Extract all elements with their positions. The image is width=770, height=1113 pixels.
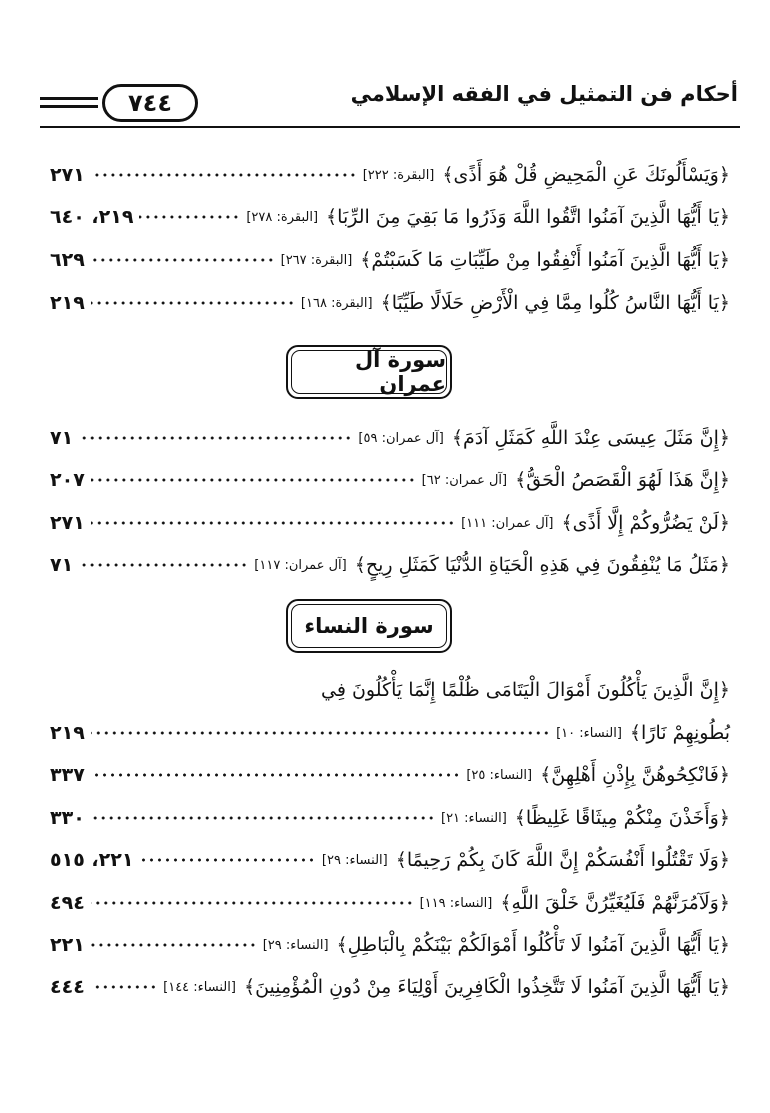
verse-text: ﴿وَيَسْأَلُونَكَ عَنِ الْمَحِيضِ قُلْ هُوَ أَذًى﴾ [442, 164, 730, 186]
verse-reference: [النساء: ٢٩] [321, 852, 388, 868]
leader-dots [91, 816, 435, 820]
verse-text: ﴿يَا أَيُّهَا الَّذِينَ آمَنُوا لَا تَتَّخِذُوا الْكَافِرِينَ أَوْلِيَاءَ مِنْ دُونِ الْمُؤْمِنِينَ﴾ [243, 976, 730, 998]
leader-dots [79, 563, 248, 567]
index-entry [50, 925, 730, 965]
page-refs: ٢١٩، ٦٤٠ [50, 206, 134, 228]
verse-reference: [النساء: ٢١] [440, 810, 507, 826]
verse-text: ﴿يَا أَيُّهَا النَّاسُ كُلُوا مِمَّا فِي الْأَرْضِ حَلَالًا طَيِّبًا﴾ [380, 292, 730, 314]
page-refs: ٧١ [50, 427, 74, 449]
verse-reference: [النساء: ١١٩] [419, 895, 493, 911]
verse-reference: [آل عمران: ٦٢] [421, 472, 508, 488]
page-number-block [40, 84, 260, 128]
page-refs: ٢٠٧ [50, 469, 85, 491]
page-refs: ٢٢١، ٥١٥ [50, 849, 134, 871]
verse-text: ﴿وَلَآمُرَنَّهُمْ فَلَيُغَيِّرُنَّ خَلْقَ اللَّهِ﴾ [500, 892, 730, 914]
verse-text: ﴿يَا أَيُّهَا الَّذِينَ آمَنُوا لَا تَأْكُلُوا أَمْوَالَكُمْ بَيْنَكُمْ بِالْبَاطِلِ﴾ [336, 934, 730, 956]
page-refs: ٢١٩ [50, 292, 85, 314]
verse-reference: [البقرة: ١٦٨] [300, 295, 373, 311]
page-refs: ٢٧١ [50, 164, 85, 186]
index-entry [50, 883, 730, 923]
verse-text: ﴿وَأَخَذْنَ مِنْكُمْ مِيثَاقًا غَلِيظًا﴾ [514, 807, 730, 829]
section-title: سورة النساء [291, 604, 447, 648]
page-number-rule-left [40, 97, 98, 100]
leader-dots [91, 478, 416, 482]
index-entry [50, 283, 730, 323]
section-heading-al-imran [286, 345, 452, 399]
index-entry [50, 240, 730, 280]
index-entry [50, 155, 730, 195]
leader-dots [91, 173, 357, 177]
verse-text-line-2: بُطُونِهِمْ نَارًا﴾ [629, 722, 730, 744]
verse-text-line-1: ﴿إِنَّ الَّذِينَ يَأْكُلُونَ أَمْوَالَ الْيَتَامَى ظُلْمًا إِنَّمَا يَأْكُلُونَ فِي [321, 679, 730, 701]
verse-reference: [البقرة: ٢٢٢] [362, 167, 435, 183]
verse-reference: [النساء: ٢٩] [262, 937, 329, 953]
page-refs: ٢٧١ [50, 512, 85, 534]
verse-reference: [البقرة: ٢٦٧] [280, 252, 353, 268]
section-heading-nisa [286, 599, 452, 653]
verse-text: ﴿لَنْ يَضُرُّوكُمْ إِلَّا أَذًى﴾ [561, 512, 730, 534]
leader-dots [91, 901, 414, 905]
page-refs: ٣٣٠ [50, 807, 85, 829]
page-number: ٧٤٤ [102, 84, 198, 122]
index-entry [50, 503, 730, 543]
verse-text: ﴿فَانْكِحُوهُنَّ بِإِذْنِ أَهْلِهِنَّ﴾ [540, 764, 730, 786]
verse-reference: [آل عمران: ٥٩] [358, 430, 444, 446]
leader-dots [91, 943, 257, 947]
verse-text: ﴿إِنَّ هَذَا لَهُوَ الْقَصَصُ الْحَقُّ﴾ [515, 469, 730, 491]
leader-dots [91, 301, 295, 305]
verse-reference: [آل عمران: ١١١] [461, 515, 554, 531]
index-entry [50, 798, 730, 838]
index-entry [50, 545, 730, 585]
index-entry [50, 460, 730, 500]
verse-text: ﴿يَا أَيُّهَا الَّذِينَ آمَنُوا أَنْفِقُوا مِنْ طَيِّبَاتِ مَا كَسَبْتُمْ﴾ [360, 249, 730, 271]
verse-text: ﴿إِنَّ مَثَلَ عِيسَى عِنْدَ اللَّهِ كَمَثَلِ آدَمَ﴾ [451, 427, 730, 449]
leader-dots [79, 436, 352, 440]
index-entry [50, 713, 730, 753]
leader-dots [91, 985, 157, 989]
index-entry [50, 840, 730, 880]
verse-text: ﴿مَثَلُ مَا يُنْفِقُونَ فِي هَذِهِ الْحَيَاةِ الدُّنْيَا كَمَثَلِ رِيحٍ﴾ [354, 554, 730, 576]
index-entry [50, 755, 730, 795]
index-entry [50, 967, 730, 1007]
verse-reference: [النساء: ١٤٤] [163, 979, 236, 995]
leader-dots [91, 731, 550, 735]
verse-reference: [البقرة: ٢٧٨] [246, 209, 319, 225]
page-refs: ٦٢٩ [50, 249, 85, 271]
section-title: سورة آل عمران [291, 350, 447, 394]
verse-text: ﴿يَا أَيُّهَا الَّذِينَ آمَنُوا اتَّقُوا اللَّهَ وَذَرُوا مَا بَقِيَ مِنَ الرِّبَا﴾ [326, 206, 730, 228]
verse-text: ﴿وَلَا تَقْتُلُوا أَنْفُسَكُمْ إِنَّ اللَّهَ كَانَ بِكُمْ رَحِيمًا﴾ [395, 849, 730, 871]
leader-dots [91, 773, 461, 777]
verse-reference: [آل عمران: ١١٧] [254, 557, 347, 573]
leader-dots [139, 215, 240, 219]
header-rule [40, 126, 740, 128]
book-title: أحكام فن التمثيل في الفقه الإسلامي [350, 82, 738, 106]
leader-dots [91, 521, 455, 525]
page-number-rule-left-2 [40, 105, 98, 108]
verse-reference: [النساء: ٢٥] [466, 767, 533, 783]
page-refs: ٢٢١ [50, 934, 85, 956]
verse-reference: [النساء: ١٠] [556, 725, 622, 741]
page-refs: ٤٤٤ [50, 976, 85, 998]
leader-dots [139, 858, 315, 862]
page-refs: ٧١ [50, 554, 74, 576]
page-refs: ٣٣٧ [50, 764, 85, 786]
index-entry [50, 197, 730, 237]
page-refs: ٢١٩ [50, 722, 85, 744]
page-refs: ٤٩٤ [50, 892, 85, 914]
index-entry [50, 418, 730, 458]
leader-dots [91, 258, 275, 262]
